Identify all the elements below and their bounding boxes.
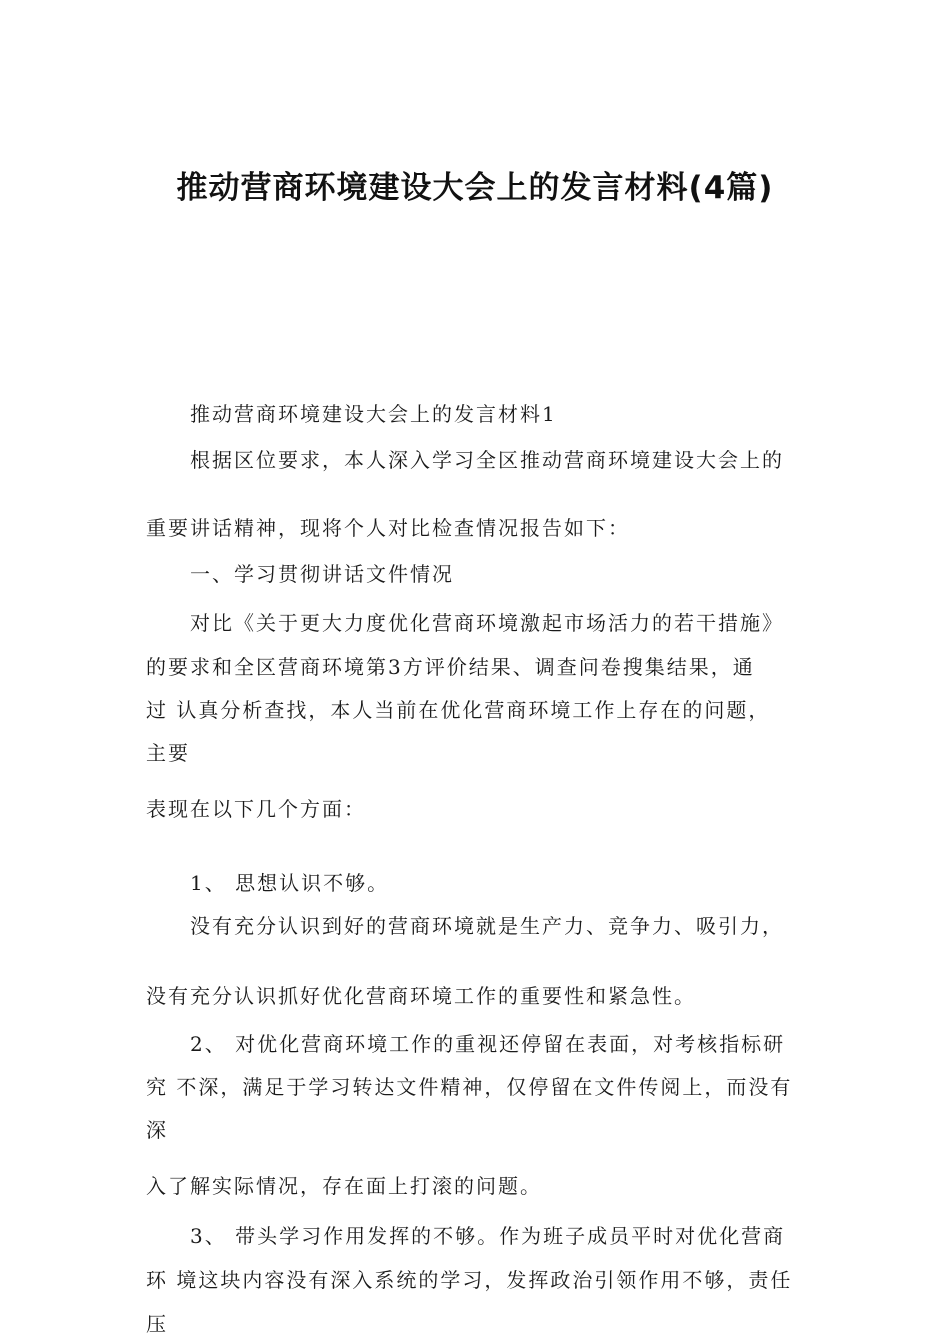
paragraph-line: 没有充分认识到好的营商环境就是生产力、竞争力、吸引力，: [190, 914, 784, 938]
section-heading: 推动营商环境建设大会上的发言材料1: [190, 402, 557, 426]
paragraph-line: 主要: [146, 741, 190, 765]
paragraph-line: 对比《关于更大力度优化营商环境激起市场活力的若干措施》: [190, 611, 784, 635]
paragraph-line: 压: [146, 1312, 168, 1336]
paragraph-line: 重要讲话精神，现将个人对比检查情况报告如下：: [146, 516, 630, 540]
paragraph-line: 没有充分认识抓好优化营商环境工作的重要性和紧急性。: [146, 984, 696, 1008]
paragraph-line: 的要求和全区营商环境第3方评价结果、调查问卷搜集结果，通: [146, 655, 755, 679]
paragraph-line: 究 不深，满足于学习转达文件精神，仅停留在文件传阅上，而没有: [146, 1075, 793, 1099]
paragraph-line: 表现在以下几个方面：: [146, 797, 366, 821]
paragraph-line: 环 境这块内容没有深入系统的学习，发挥政治引领作用不够，责任: [146, 1268, 793, 1292]
list-item-1: 1、 思想认识不够。: [190, 871, 390, 895]
document-title: 推动营商环境建设大会上的发言材料(4篇): [176, 170, 774, 206]
subsection-heading: 一、学习贯彻讲话文件情况: [190, 562, 454, 586]
paragraph-line: 根据区位要求，本人深入学习全区推动营商环境建设大会上的: [190, 448, 784, 472]
paragraph-line: 入了解实际情况，存在面上打滚的问题。: [146, 1174, 542, 1198]
paragraph-line: 深: [146, 1118, 168, 1142]
list-item-3: 3、 带头学习作用发挥的不够。作为班子成员平时对优化营商: [190, 1224, 786, 1248]
list-item-2: 2、 对优化营商环境工作的重视还停留在表面，对考核指标研: [190, 1032, 786, 1056]
paragraph-line: 过 认真分析查找，本人当前在优化营商环境工作上存在的问题，: [146, 698, 771, 722]
